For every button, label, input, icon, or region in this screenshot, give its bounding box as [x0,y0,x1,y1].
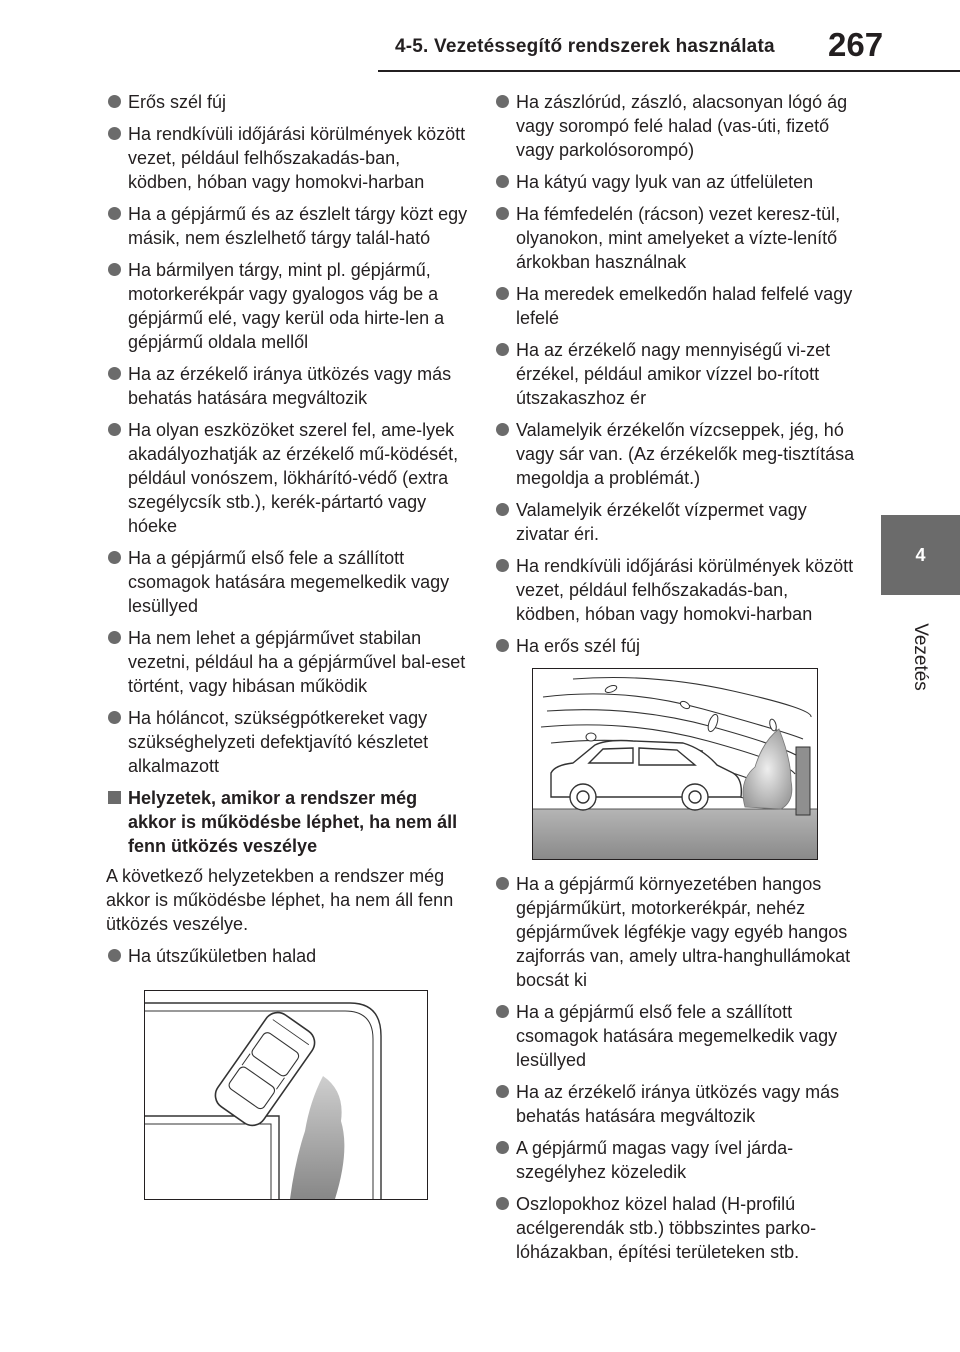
list-item: Ha rendkívüli időjárási körülmények között vezet, például felhőszakadás-ban, ködben, hóban vagy homokvi-harban [106,122,468,194]
list-item: Ha meredek emelkedőn halad felfelé vagy lefelé [494,282,856,330]
section-intro: A következő helyzetekben a rendszer még akkor is működésbe léphet, ha nem áll fenn ütközés veszélye. [106,866,454,934]
list-item: A gépjármű magas vagy ível járda-szegélyhez közeledik [494,1136,856,1184]
chapter-label: Vezetés [910,623,931,691]
list-item: Valamelyik érzékelőn vízcseppek, jég, hó vagy sár van. (Az érzékelők meg-tisztítása megoldja a problémát.) [494,418,856,490]
header-rule [378,70,960,72]
strong-wind-illustration [532,668,818,860]
chapter-number: 4 [915,544,926,565]
page-number: 267 [828,26,884,63]
list-item: Ha a gépjármű első fele a szállított csomagok hatására megemelkedik vagy lesüllyed [106,546,468,618]
list-item: Erős szél fúj [106,90,468,114]
list-item: Ha az érzékelő iránya ütközés vagy más behatás hatására megváltozik [494,1080,856,1128]
list-item: Ha az érzékelő iránya ütközés vagy más behatás hatására megváltozik [106,362,468,410]
list-item: Ha bármilyen tárgy, mint pl. gépjármű, motorkerékpár vagy gyalogos vág be a gépjármű elé, vagy kerül oda hirte-len a gépjármű oldala mellől [106,258,468,354]
list-item: Oszlopokhoz közel halad (H-profilú acélgerendák stb.) többszintes parko-lóházakban, építési területeken stb. [494,1192,856,1264]
list-item: Ha nem lehet a gépjárművet stabilan vezetni, például ha a gépjárművel bal-eset történt, vagy hibásan működik [106,626,468,698]
list-item: Ha erős szél fúj [494,634,856,658]
list-item: Ha az érzékelő nagy mennyiségű vi-zet érzékel, például amikor vízzel bo-rított útszakaszhoz ér [494,338,856,410]
list-item: Ha olyan eszközöket szerel fel, ame-lyek akadályozhatják az érzékelő mű-ködését, például vonószem, lökhárító-védő (extra szegélycsík stb.), kerék-pártartó vagy hóeke [106,418,468,538]
left-column [106,90,468,1200]
narrow-road-drawing [145,991,427,1199]
section-heading: Helyzetek, amikor a rendszer még akkor is működésbe léphet, ha nem áll fenn ütközés veszélye [106,786,468,858]
list-item: Ha fémfedelén (rácson) vezet keresz-tül, olyanokon, mint amelyeket a vízte-lenítő árkokban használnak [494,202,856,274]
list-item: Ha rendkívüli időjárási körülmények között vezet, például felhőszakadás-ban, ködben, hóban vagy homokvi-harban [494,554,856,626]
list-item: Ha hóláncot, szükségpótkereket vagy szükséghelyzeti defektjavító készletet alkalmazott [106,706,468,778]
strong-wind-drawing [533,669,817,859]
list-item: Ha útszűkületben halad [106,944,468,968]
list-item: Ha a gépjármű és az észlelt tárgy közt egy másik, nem észlelhető tárgy talál-ható [106,202,468,250]
right-column [494,90,856,1272]
list-item: Ha zászlórúd, zászló, alacsonyan lógó ág vagy sorompó felé halad (vas-úti, fizető vagy parkolósorompó) [494,90,856,162]
list-item: Ha kátyú vagy lyuk van az útfelületen [494,170,856,194]
running-header: 4-5. Vezetéssegítő rendszerek használata [395,36,775,57]
narrow-road-illustration [144,990,428,1200]
chapter-tab [881,515,960,595]
list-item: Ha a gépjármű első fele a szállított csomagok hatására megemelkedik vagy lesüllyed [494,1000,856,1072]
list-item: Ha a gépjármű környezetében hangos gépjárműkürt, motorkerékpár, nehéz gépjárművek légfékje vagy egyéb hangos zajforrás van, amely ultra-hanghullámokat bocsát ki [494,872,856,992]
list-item: Valamelyik érzékelőt vízpermet vagy zivatar éri. [494,498,856,546]
